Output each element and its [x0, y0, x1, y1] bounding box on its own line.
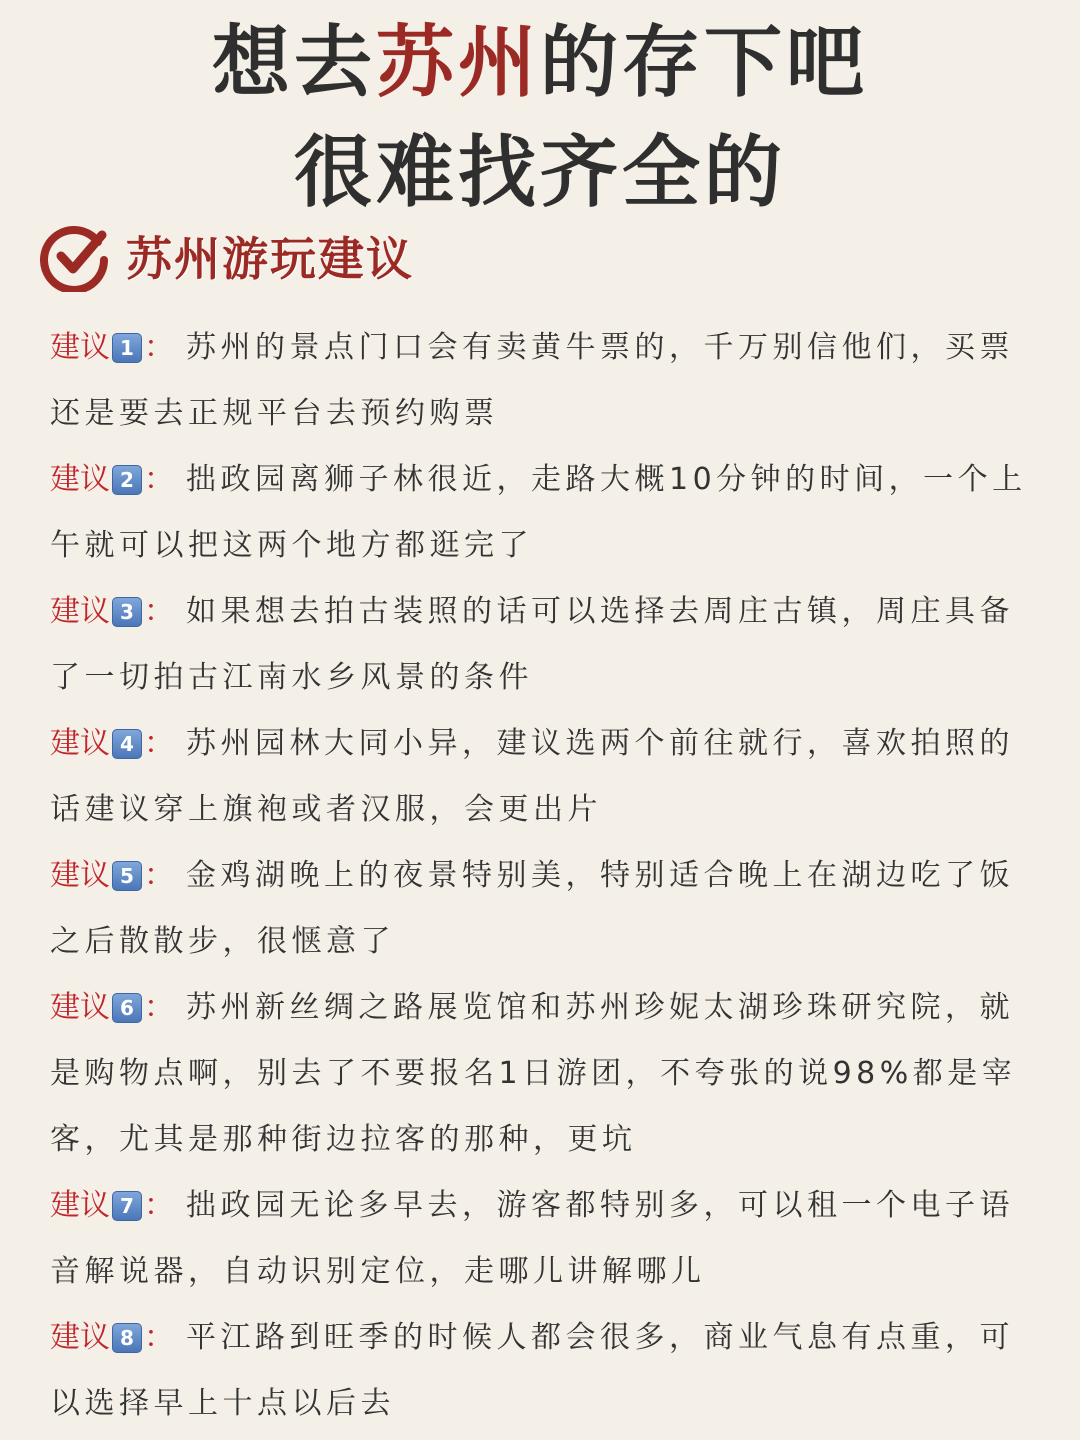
tip-text: 平江路到旺季的时候人都会很多，商业气息有点重，可以选择早上十点以后去	[50, 1320, 1014, 1421]
tip-item: 建议 1 ： 苏州的景点门口会有卖黄牛票的，千万别信他们，买票还是要去正规平台去预约购票	[50, 330, 1014, 431]
tip-label: 建议	[50, 990, 110, 1025]
tip-item: 建议 7 ： 拙政园无论多早去，游客都特别多，可以租一个电子语音解说器，自动识别定位，走哪儿讲解哪儿	[50, 1188, 1014, 1289]
tip-text: 如果想去拍古装照的话可以选择去周庄古镇，周庄具备了一切拍古江南水乡风景的条件	[50, 594, 1014, 695]
tip-label: 建议	[50, 1320, 110, 1355]
title-suffix: 的存下吧	[540, 18, 869, 108]
tip-label: 建议	[50, 594, 110, 629]
number-badge-icon: 6	[112, 993, 142, 1023]
number-badge-icon: 7	[112, 1191, 142, 1221]
number-badge-icon: 3	[112, 597, 142, 627]
number-badge-icon: 2	[112, 465, 142, 495]
check-circle-icon	[40, 220, 112, 292]
tip-item: 建议 2 ： 拙政园离狮子林很近，走路大概10分钟的时间，一个上午就可以把这两个地方都逛完了	[50, 462, 1027, 563]
tip-label: 建议	[50, 858, 110, 893]
tip-text: 金鸡湖晚上的夜景特别美，特别适合晚上在湖边吃了饭之后散散步，很惬意了	[50, 858, 1014, 959]
tip-text: 拙政园无论多早去，游客都特别多，可以租一个电子语音解说器，自动识别定位，走哪儿讲解哪儿	[50, 1188, 1014, 1289]
tip-label: 建议	[50, 462, 110, 497]
tip-label: 建议	[50, 330, 110, 365]
number-badge-icon: 1	[112, 333, 142, 363]
tip-text: 苏州的景点门口会有卖黄牛票的，千万别信他们，买票还是要去正规平台去预约购票	[50, 330, 1014, 431]
tip-text: 拙政园离狮子林很近，走路大概10分钟的时间，一个上午就可以把这两个地方都逛完了	[50, 462, 1027, 563]
tip-item: 建议 4 ： 苏州园林大同小异，建议选两个前往就行，喜欢拍照的话建议穿上旗袍或者汉服，会更出片	[50, 726, 1014, 827]
tip-item: 建议 3 ： 如果想去拍古装照的话可以选择去周庄古镇，周庄具备了一切拍古江南水乡风景的条件	[50, 594, 1014, 695]
tip-label: 建议	[50, 1188, 110, 1223]
tip-item: 建议 5 ： 金鸡湖晚上的夜景特别美，特别适合晚上在湖边吃了饭之后散散步，很惬意了	[50, 858, 1014, 959]
number-badge-icon: 4	[112, 729, 142, 759]
title-prefix: 想去	[211, 18, 376, 108]
page-title-line-2: 很难找齐全的	[293, 128, 786, 218]
number-badge-icon: 5	[112, 861, 142, 891]
tip-label: 建议	[50, 726, 110, 761]
section-title: 苏州游玩建议	[126, 232, 414, 286]
section-header	[40, 218, 414, 294]
page-title-line-1	[0, 18, 1080, 108]
title-accent-city: 苏州	[375, 18, 540, 108]
tips-list	[50, 315, 1030, 1437]
tip-text: 苏州园林大同小异，建议选两个前往就行，喜欢拍照的话建议穿上旗袍或者汉服，会更出片	[50, 726, 1014, 827]
number-badge-icon: 8	[112, 1323, 142, 1353]
tip-item: 建议 8 ： 平江路到旺季的时候人都会很多，商业气息有点重，可以选择早上十点以后去	[50, 1320, 1014, 1421]
tip-item: 建议 6 ： 苏州新丝绸之路展览馆和苏州珍妮太湖珍珠研究院，就是购物点啊，别去了不要报名1日游团，不夸张的说98%都是宰客，尤其是那种街边拉客的那种，更坑	[50, 990, 1017, 1157]
tip-text: 苏州新丝绸之路展览馆和苏州珍妮太湖珍珠研究院，就是购物点啊，别去了不要报名1日游团，不夸张的说98%都是宰客，尤其是那种街边拉客的那种，更坑	[50, 990, 1017, 1157]
